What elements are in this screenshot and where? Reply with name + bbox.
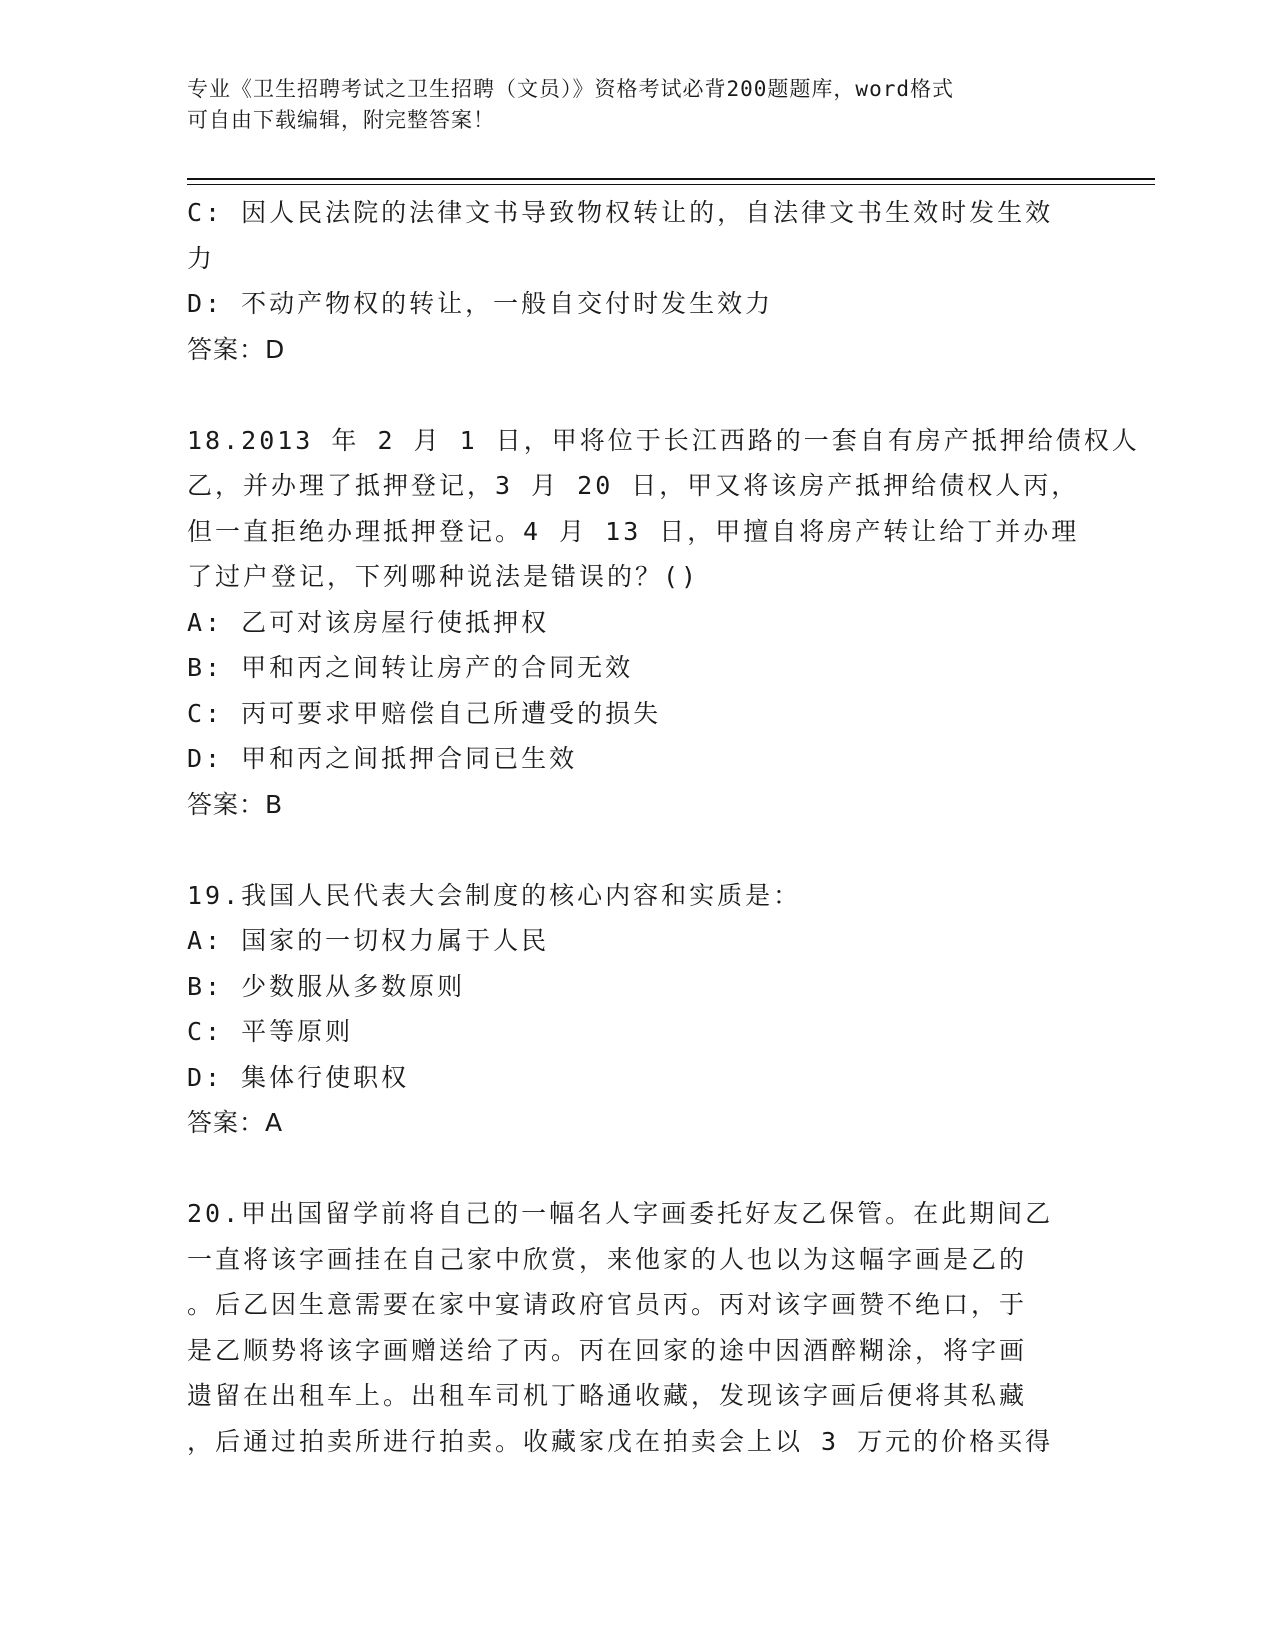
- question-stem-line: 乙，并办理了抵押登记，3 月 20 日，甲又将该房产抵押给债权人丙，: [187, 471, 1080, 500]
- answer-line: 答案：B: [187, 789, 284, 819]
- question-stem-line: 遗留在出租车上。出租车司机丁略通收藏，发现该字画后便将其私藏: [187, 1381, 1028, 1410]
- option-b: B: 甲和丙之间转让房产的合同无效: [187, 653, 634, 682]
- header-line-1: 专业《卫生招聘考试之卫生招聘（文员）》资格考试必背200题题库，word格式: [187, 77, 954, 101]
- option-c: C: 因人民法院的法律文书导致物权转让的，自法律文书生效时发生效: [187, 198, 1054, 227]
- question-stem-line: 18.2013 年 2 月 1 日，甲将位于长江西路的一套自有房产抵押给债权人: [187, 425, 1140, 455]
- question-20: [187, 1191, 1087, 1464]
- header-rule-thin: [187, 184, 1155, 185]
- question-stem-line: ，后通过拍卖所进行拍卖。收藏家戊在拍卖会上以 3 万元的价格买得: [187, 1426, 1054, 1456]
- question-stem-line: 19.我国人民代表大会制度的核心内容和实质是：: [187, 880, 802, 910]
- question-18: [187, 418, 1140, 828]
- question-19: [187, 873, 1087, 1146]
- question-stem-line: 但一直拒绝办理抵押登记。4 月 13 日，甲擅自将房产转让给丁并办理: [187, 516, 1080, 546]
- option-d: D: 集体行使职权: [187, 1062, 410, 1092]
- question-stem-line: 一直将该字画挂在自己家中欣赏，来他家的人也以为这幅字画是乙的: [187, 1244, 1028, 1274]
- question-stem-line: 20.甲出国留学前将自己的一幅名人字画委托好友乙保管。在此期间乙: [187, 1199, 1054, 1228]
- option-d: D: 不动产物权的转让，一般自交付时发生效力: [187, 289, 774, 318]
- spacer: [187, 1146, 1087, 1192]
- document-body: [187, 190, 1140, 1464]
- answer-line: 答案：A: [187, 1108, 284, 1137]
- option-d: D: 甲和丙之间抵押合同已生效: [187, 744, 578, 773]
- option-a: A: 乙可对该房屋行使抵押权: [187, 607, 550, 637]
- question-stem-line: 是乙顺势将该字画赠送给了丙。丙在回家的途中因酒醉糊涂，将字画: [187, 1335, 1028, 1365]
- question-stem-line: 。后乙因生意需要在家中宴请政府官员丙。丙对该字画赞不绝口，于: [187, 1290, 1028, 1319]
- question-stem-line: 了过户登记，下列哪种说法是错误的？(): [187, 562, 700, 591]
- spacer: [187, 827, 1087, 873]
- header-line-2: 可自由下载编辑，附完整答案！: [187, 108, 495, 132]
- question-17-tail: [187, 190, 1087, 372]
- option-a: A: 国家的一切权力属于人民: [187, 926, 550, 955]
- option-c: C: 平等原则: [187, 1017, 354, 1046]
- header-rule-thick: [187, 178, 1155, 180]
- document-header: [187, 74, 1067, 136]
- option-c-continued: 力: [187, 243, 216, 273]
- option-b: B: 少数服从多数原则: [187, 971, 466, 1001]
- spacer: [187, 372, 1087, 418]
- answer-line: 答案：D: [187, 334, 286, 364]
- option-c: C: 丙可要求甲赔偿自己所遭受的损失: [187, 698, 662, 728]
